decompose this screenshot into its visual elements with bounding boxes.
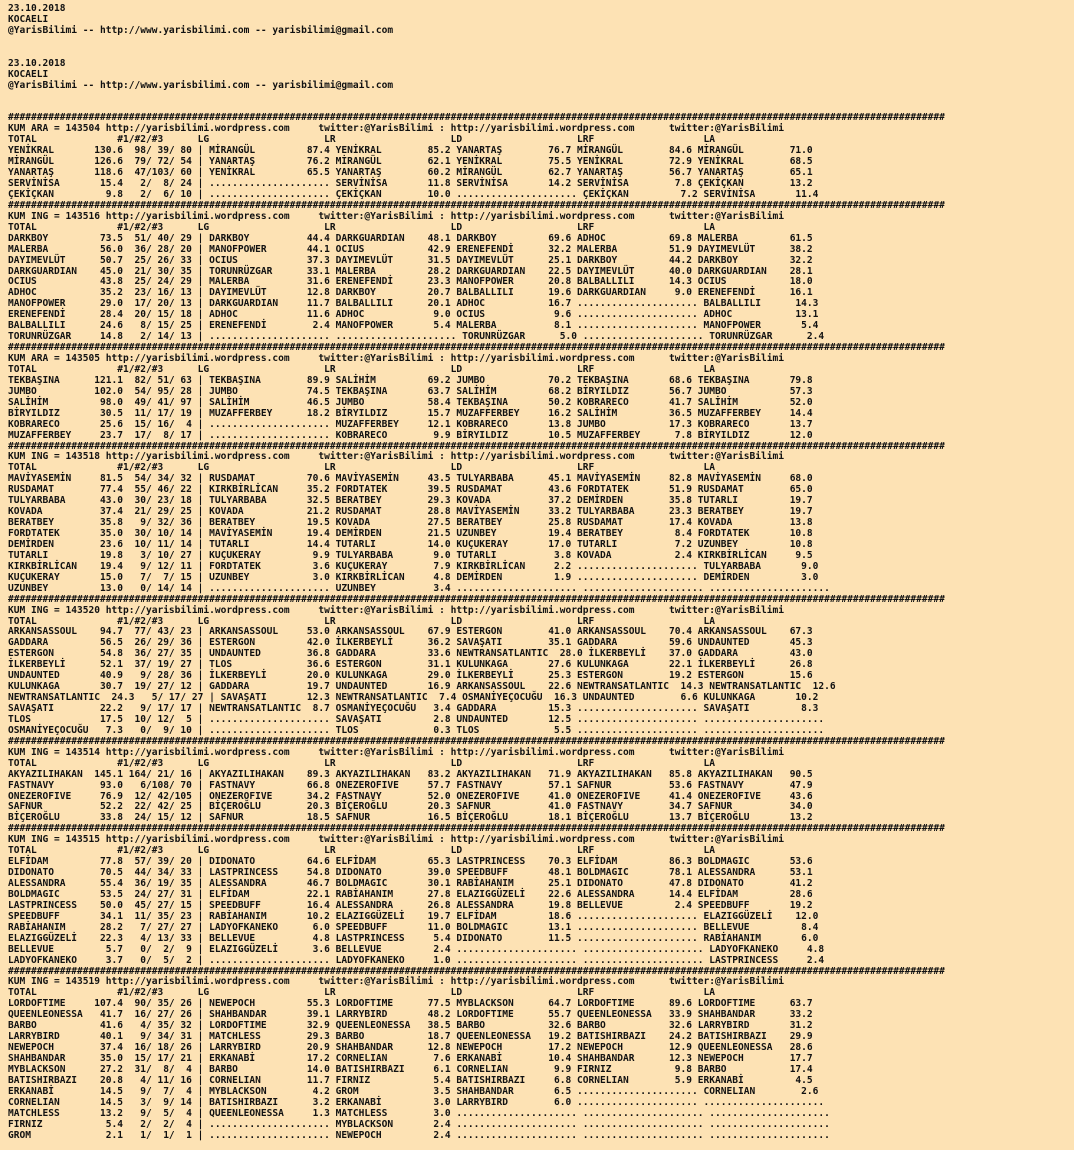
column-header: TOTAL #1/#2/#3 LG LR LD LRF LA <box>8 987 715 999</box>
header-city: KOCAELI <box>8 68 49 80</box>
race-row: RUSDAMAT 77.4 55/ 46/ 22 | KIRKBİRLİCAN 35.2 FORDTATEK 39.5 RUSDAMAT 43.6 FORDTATEK 51.9 RUSDAMAT 65.0 <box>8 484 813 496</box>
race-row: ERKANABİ 14.5 9/ 7/ 4 | MYBLACKSON 4.2 GROM 3.5 SHAHBANDAR 6.5 ..................... CORNELIAN 2.6 <box>8 1085 819 1097</box>
separator-line: ################################################################################################################################################################### <box>8 342 945 354</box>
race-row: SHAHBANDAR 35.0 15/ 17/ 21 | ERKANABİ 17.2 CORNELIAN 7.6 ERKANABİ 10.4 SHAHBANDAR 12.3 NEWEPOCH 17.7 <box>8 1053 813 1064</box>
race-row: UZUNBEY 13.0 0/ 14/ 14 | ..................... UZUNBEY 3.4 ..................... ..................... ..................... <box>8 582 830 594</box>
race-row: ARKANSASSOUL 94.7 77/ 43/ 23 | ARKANSASSOUL 53.0 ARKANSASSOUL 67.9 ESTERGON 41.0 ARKANSASSOUL 70.4 ARKANSASSOUL 67.3 <box>8 626 813 638</box>
race-row: BARBO 41.6 4/ 35/ 32 | LORDOFTIME 32.9 QUEENLEONESSA 38.5 BARBO 32.6 BARBO 32.6 LARRYBIRD 31.2 <box>8 1020 813 1032</box>
race-title: KUM ING = 143519 http://yarisbilimi.wordpress.com twitter:@YarisBilimi : http://yarisbilimi.wordpress.com twitter:@YarisBilimi <box>8 976 784 988</box>
race-row: ADHOC 35.2 23/ 16/ 13 | DAYIMEVLÜT 12.8 DARKBOY 20.7 BALBALLILI 19.6 DARKGUARDIAN 9.0 ERENEFENDİ 16.1 <box>8 287 813 299</box>
race-row: MANOFPOWER 29.0 17/ 20/ 13 | DARKGUARDIAN 11.7 BALBALLILI 20.1 ADHOC 16.7 ..................... BALBALLILI 14.3 <box>8 298 819 310</box>
race-row: BİÇEROĞLU 33.8 24/ 15/ 12 | SAFNUR 18.5 SAFNUR 16.5 BİÇEROĞLU 18.1 BİÇEROĞLU 13.7 BİÇEROĞLU 13.2 <box>8 812 813 824</box>
race-title: KUM ING = 143518 http://yarisbilimi.wordpress.com twitter:@YarisBilimi : http://yarisbilimi.wordpress.com twitter:@YarisBilimi <box>8 451 784 463</box>
race-row: SALİHİM 98.0 49/ 41/ 97 | SALİHİM 46.5 JUMBO 58.4 TEKBAŞINA 50.2 KOBRARECO 41.7 SALİHİM 52.0 <box>8 396 813 408</box>
race-row: TORUNRÜZGAR 14.8 2/ 14/ 13 | ..................... ..................... TORUNRÜZGAR 5.0 ..................... TORUNRÜZGAR 2.4 <box>8 331 825 343</box>
race-row: MAVİYASEMİN 81.5 54/ 34/ 32 | RUSDAMAT 70.6 MAVİYASEMİN 43.5 TULYARBABA 45.1 MAVİYASEMİN 82.8 MAVİYASEMİN 68.0 <box>8 473 813 485</box>
separator-line: ################################################################################################################################################################### <box>8 112 945 124</box>
race-row: KULUNKAGA 30.7 19/ 27/ 12 | GADDARA 19.7 UNDAUNTED 16.9 ARKANSASSOUL 22.6 NEWTRANSATLANTIC 14.3 NEWTRANSATLANTIC 12.6 <box>8 681 836 693</box>
race-row: MYBLACKSON 27.2 31/ 8/ 4 | BARBO 14.0 BATISHIRBAZI 6.1 CORNELIAN 9.9 FIRNIZ 9.8 BARBO 17.4 <box>8 1063 813 1075</box>
race-row: LORDOFTIME 107.4 90/ 35/ 26 | NEWEPOCH 55.3 LORDOFTIME 77.5 MYBLACKSON 64.7 LORDOFTIME 89.6 LORDOFTIME 63.7 <box>8 998 813 1010</box>
race-row: ÇEKİÇKAN 9.8 2/ 6/ 10 | ..................... ÇEKİÇKAN 10.0 ..................... ÇEKİÇKAN 7.2 SERVİNİSA 11.4 <box>8 188 819 200</box>
column-header: TOTAL #1/#2/#3 LG LR LD LRF LA <box>8 845 715 857</box>
race-row: KUÇUKERAY 15.0 7/ 7/ 15 | UZUNBEY 3.0 KIRKBİRLİCAN 4.8 DEMİRDEN 1.9 ..................... DEMİRDEN 3.0 <box>8 571 819 583</box>
race-row: MALERBA 56.0 36/ 28/ 20 | MANOFPOWER 44.1 OCIUS 42.9 ERENEFENDİ 32.2 MALERBA 51.9 DAYIMEVLÜT 38.2 <box>8 243 813 255</box>
column-header: TOTAL #1/#2/#3 LG LR LD LRF LA <box>8 134 715 146</box>
race-title: KUM ING = 143516 http://yarisbilimi.wordpress.com twitter:@YarisBilimi : http://yarisbilimi.wordpress.com twitter:@YarisBilimi <box>8 210 784 222</box>
race-row: SAVAŞATI 22.2 9/ 17/ 17 | NEWTRANSATLANTIC 8.7 OSMANİYEÇOCUĞU 3.4 GADDARA 15.3 ..................... SAVAŞATI 8.3 <box>8 703 819 714</box>
race-row: GROM 2.1 1/ 1/ 1 | ..................... NEWEPOCH 2.4 ..................... ..................... ..................... <box>8 1129 830 1141</box>
separator-line: ################################################################################################################################################################### <box>8 199 945 211</box>
race-row: ONEZEROFIVE 76.9 12/ 42/105 | ONEZEROFIVE 34.2 FASTNAVY 52.0 ONEZEROFIVE 41.0 ONEZEROFIVE 41.4 ONEZEROFIVE 43.6 <box>8 790 813 802</box>
race-title: KUM ING = 143520 http://yarisbilimi.wordpress.com twitter:@YarisBilimi : http://yarisbilimi.wordpress.com twitter:@YarisBilimi <box>8 604 784 616</box>
race-row: DIDONATO 70.5 44/ 34/ 33 | LASTPRINCESS 54.8 DIDONATO 39.0 SPEEDBUFF 48.1 BOLDMAGIC 78.1 ALESSANDRA 53.1 <box>8 867 813 879</box>
race-row: YANARTAŞ 118.6 47/103/ 60 | YENİKRAL 65.5 YANARTAŞ 60.2 MİRANGÜL 62.7 YANARTAŞ 56.7 YANARTAŞ 65.1 <box>8 167 813 179</box>
race-row: TUTARLI 19.8 3/ 10/ 27 | KUÇUKERAY 9.9 TULYARBABA 9.0 TUTARLI 3.8 KOVADA 2.4 KIRKBİRLİCAN 9.5 <box>8 549 813 561</box>
race-row: ELAZIGGÜZELİ 22.3 4/ 13/ 33 | BELLEVUE 4.8 LASTPRINCESS 5.4 DIDONATO 11.5 ..................... RABİAHANIM 6.0 <box>8 932 819 944</box>
race-row: UNDAUNTED 40.9 9/ 28/ 36 | İLKERBEYLİ 20.0 KULUNKAGA 29.0 İLKERBEYLİ 25.3 ESTERGON 19.2 ESTERGON 15.6 <box>8 670 813 682</box>
race-row: DAYIMEVLÜT 50.7 25/ 26/ 33 | OCIUS 37.3 DAYIMEVLÜT 31.5 DAYIMEVLÜT 25.1 DARKBOY 44.2 DARKBOY 32.2 <box>8 254 813 266</box>
race-row: CORNELIAN 14.5 3/ 9/ 14 | BATISHIRBAZI 3.2 ERKANABİ 3.0 LARRYBIRD 6.0 ..................... ..................... <box>8 1096 825 1108</box>
header-city: KOCAELI <box>8 13 49 25</box>
race-row: RABİAHANIM 28.2 7/ 27/ 27 | LADYOFKANEKO 6.0 SPEEDBUFF 11.0 BOLDMAGIC 13.1 ..................... BELLEVUE 8.4 <box>8 921 819 933</box>
race-row: BALBALLILI 24.6 8/ 15/ 25 | ERENEFENDİ 2.4 MANOFPOWER 5.4 MALERBA 8.1 ..................... MANOFPOWER 5.4 <box>8 320 819 332</box>
race-row: ALESSANDRA 55.4 36/ 19/ 35 | ALESSANDRA 46.7 BOLDMAGIC 30.1 RABİAHANIM 25.1 DIDONATO 47.8 DIDONATO 41.2 <box>8 878 813 889</box>
race-row: YENİKRAL 130.6 98/ 39/ 80 | MİRANGÜL 87.4 YENİKRAL 85.2 YANARTAŞ 76.7 MİRANGÜL 84.6 MİRANGÜL 71.0 <box>8 145 813 157</box>
race-row: FIRNIZ 5.4 2/ 2/ 4 | ..................... MYBLACKSON 2.4 ..................... ..................... ..................... <box>8 1118 830 1130</box>
race-report-document <box>8 4 945 1142</box>
race-row: SAFNUR 52.2 22/ 42/ 25 | BİÇEROĞLU 20.3 BİÇEROĞLU 20.3 SAFNUR 41.0 FASTNAVY 34.7 SAFNUR 34.0 <box>8 801 813 813</box>
race-title: KUM ARA = 143504 http://yarisbilimi.wordpress.com twitter:@YarisBilimi : http://yarisbilimi.wordpress.com twitter:@YarisBilimi <box>8 123 784 135</box>
race-row: BERATBEY 35.8 9/ 32/ 36 | BERATBEY 19.5 KOVADA 27.5 BERATBEY 25.8 RUSDAMAT 17.4 KOVADA 13.8 <box>8 517 813 529</box>
column-header: TOTAL #1/#2/#3 LG LR LD LRF LA <box>8 615 715 627</box>
race-row: SERVİNİSA 15.4 2/ 8/ 24 | ..................... SERVİNİSA 11.8 SERVİNİSA 14.2 SERVİNİSA 7.8 ÇEKİÇKAN 13.2 <box>8 178 813 189</box>
race-title: KUM ARA = 143505 http://yarisbilimi.wordpress.com twitter:@YarisBilimi : http://yarisbilimi.wordpress.com twitter:@YarisBilimi <box>8 353 784 364</box>
blank-line <box>8 37 945 48</box>
race-row: OSMANİYEÇOCUĞU 7.3 0/ 9/ 10 | ..................... TLOS 0.3 TLOS 5.5 ..................... ..................... <box>8 724 825 736</box>
separator-line: ################################################################################################################################################################### <box>8 593 945 605</box>
separator-line: ################################################################################################################################################################### <box>8 965 945 977</box>
race-row: ERENEFENDİ 28.4 20/ 15/ 18 | ADHOC 11.6 ADHOC 9.0 OCIUS 9.6 ..................... ADHOC 13.1 <box>8 309 819 321</box>
header-contact: @YarisBilimi -- http://www.yarisbilimi.com -- yarisbilimi@gmail.com <box>8 24 394 36</box>
race-row: KOVADA 37.4 21/ 29/ 25 | KOVADA 21.2 RUSDAMAT 28.8 MAVİYASEMİN 33.2 TULYARBABA 23.3 BERATBEY 19.7 <box>8 506 813 518</box>
race-row: NEWEPOCH 37.4 16/ 18/ 26 | LARRYBIRD 20.9 SHAHBANDAR 12.8 NEWEPOCH 17.2 NEWEPOCH 12.9 QUEENLEONESSA 28.6 <box>8 1042 813 1054</box>
blank-line <box>8 48 945 59</box>
race-row: TLOS 17.5 10/ 12/ 5 | ..................... SAVAŞATI 2.8 UNDAUNTED 12.5 ..................... ..................... <box>8 713 825 725</box>
race-row: QUEENLEONESSA 41.7 16/ 27/ 26 | SHAHBANDAR 39.1 LARRYBIRD 48.2 LORDOFTIME 55.7 QUEENLEONESSA 33.9 SHAHBANDAR 33.2 <box>8 1009 813 1021</box>
race-title: KUM ING = 143515 http://yarisbilimi.wordpress.com twitter:@YarisBilimi : http://yarisbilimi.wordpress.com twitter:@YarisBilimi <box>8 834 784 846</box>
race-row: FORDTATEK 35.0 30/ 10/ 14 | MAVİYASEMİN 19.4 DEMİRDEN 21.5 UZUNBEY 19.4 BERATBEY 8.4 FORDTATEK 10.8 <box>8 528 813 539</box>
race-row: GADDARA 56.5 26/ 29/ 36 | ESTERGON 42.0 İLKERBEYLİ 36.2 SAVAŞATI 35.1 GADDARA 59.6 UNDAUNTED 45.3 <box>8 637 813 649</box>
column-header: TOTAL #1/#2/#3 LG LR LD LRF LA <box>8 757 715 769</box>
race-row: JUMBO 102.0 54/ 95/ 28 | JUMBO 74.5 TEKBAŞINA 63.7 SALİHİM 68.2 BİRYILDIZ 56.7 JUMBO 57.3 <box>8 385 813 397</box>
race-row: BOLDMAGIC 53.5 24/ 27/ 31 | ELFİDAM 22.1 RABİAHANIM 27.8 ELAZIGGÜZELİ 22.6 ALESSANDRA 14.4 ELFİDAM 28.6 <box>8 888 813 900</box>
separator-line: ################################################################################################################################################################### <box>8 440 945 452</box>
blank-line <box>8 92 945 103</box>
race-row: LARRYBIRD 40.1 9/ 34/ 31 | MATCHLESS 29.3 BARBO 18.7 QUEENLEONESSA 19.2 BATISHIRBAZI 24.2 BATISHIRBAZI 29.9 <box>8 1031 813 1043</box>
column-header: TOTAL #1/#2/#3 LG LR LD LRF LA <box>8 221 715 233</box>
race-row: FASTNAVY 93.0 6/108/ 70 | FASTNAVY 66.8 ONEZEROFIVE 57.7 FASTNAVY 57.1 SAFNUR 53.6 FASTNAVY 47.9 <box>8 779 813 791</box>
race-row: SPEEDBUFF 34.1 11/ 35/ 23 | RABİAHANIM 10.2 ELAZIGGÜZELİ 19.7 ELFİDAM 18.6 ..................... ELAZIGGÜZELİ 12.0 <box>8 910 819 922</box>
race-row: LADYOFKANEKO 3.7 0/ 5/ 2 | ..................... LADYOFKANEKO 1.0 ..................... ..................... LASTPRINCESS 2.4 <box>8 954 825 966</box>
race-row: BELLEVUE 5.7 0/ 2/ 9 | ELAZIGGÜZELİ 3.6 BELLEVUE 2.4 ..................... ..................... LADYOFKANEKO 4.8 <box>8 943 825 955</box>
race-row: TULYARBABA 43.0 30/ 23/ 18 | TULYARBABA 32.5 BERATBEY 29.3 KOVADA 37.2 DEMİRDEN 35.8 TUTARLI 19.7 <box>8 495 813 507</box>
race-row: ELFİDAM 77.8 57/ 39/ 20 | DIDONATO 64.6 ELFİDAM 65.3 LASTPRINCESS 70.3 ELFİDAM 86.3 BOLDMAGIC 53.6 <box>8 856 813 868</box>
separator-line: ################################################################################################################################################################### <box>8 823 945 835</box>
column-header: TOTAL #1/#2/#3 LG LR LD LRF LA <box>8 363 715 375</box>
race-row: BİRYILDIZ 30.5 11/ 17/ 19 | MUZAFFERBEY 18.2 BİRYILDIZ 15.7 MUZAFFERBEY 16.2 SALİHİM 36.5 MUZAFFERBEY 14.4 <box>8 407 813 419</box>
race-row: DARKBOY 73.5 51/ 40/ 29 | DARKBOY 44.4 DARKGUARDIAN 48.1 DARKBOY 69.6 ADHOC 69.8 MALERBA 61.5 <box>8 232 813 244</box>
race-row: BATISHIRBAZI 20.8 4/ 11/ 16 | CORNELIAN 11.7 FIRNIZ 5.4 BATISHIRBAZI 6.8 CORNELIAN 5.9 ERKANABİ 4.5 <box>8 1074 813 1086</box>
header-date: 23.10.2018 <box>8 3 66 14</box>
race-row: NEWTRANSATLANTIC 24.3 5/ 17/ 27 | SAVAŞATI 12.3 NEWTRANSATLANTIC 7.4 OSMANİYEÇOCUĞU 16.3 UNDAUNTED 6.6 KULUNKAGA 10.2 <box>8 692 819 704</box>
race-row: TEKBAŞINA 121.1 82/ 51/ 63 | TEKBAŞINA 89.9 SALİHİM 69.2 JUMBO 70.2 TEKBAŞINA 68.6 TEKBAŞINA 79.8 <box>8 374 813 386</box>
race-row: KIRKBİRLİCAN 19.4 9/ 12/ 11 | FORDTATEK 3.6 KUÇUKERAY 7.9 KIRKBİRLİCAN 2.2 ..................... TULYARBABA 9.0 <box>8 560 819 572</box>
race-row: DEMİRDEN 23.6 10/ 11/ 14 | TUTARLI 14.4 TUTARLI 14.0 KUÇUKERAY 17.0 TUTARLI 7.2 UZUNBEY 10.8 <box>8 538 813 550</box>
race-row: MUZAFFERBEY 23.7 17/ 8/ 17 | ..................... KOBRARECO 9.9 BİRYILDIZ 10.5 MUZAFFERBEY 7.8 BİRYILDIZ 12.0 <box>8 429 813 441</box>
header-date: 23.10.2018 <box>8 57 66 69</box>
race-row: OCIUS 43.8 25/ 24/ 29 | MALERBA 31.6 ERENEFENDİ 23.3 MANOFPOWER 20.8 BALBALLILI 14.3 OCIUS 18.0 <box>8 276 813 288</box>
race-row: AKYAZILIHAKAN 145.1 164/ 21/ 16 | AKYAZILIHAKAN 89.3 AKYAZILIHAKAN 83.2 AKYAZILIHAKAN 71.9 AKYAZILIHAKAN 85.8 AKYAZILIHAKAN 90.5 <box>8 768 813 780</box>
race-title: KUM ING = 143514 http://yarisbilimi.wordpress.com twitter:@YarisBilimi : http://yarisbilimi.wordpress.com twitter:@YarisBilimi <box>8 746 784 758</box>
race-row: DARKGUARDIAN 45.0 21/ 30/ 35 | TORUNRÜZGAR 33.1 MALERBA 28.2 DARKGUARDIAN 22.5 DAYIMEVLÜT 40.0 DARKGUARDIAN 28.1 <box>8 265 813 277</box>
race-row: ESTERGON 54.8 36/ 27/ 35 | UNDAUNTED 36.8 GADDARA 33.6 NEWTRANSATLANTIC 28.0 İLKERBEYLİ 37.0 GADDARA 43.0 <box>8 648 813 660</box>
separator-line: ################################################################################################################################################################### <box>8 735 945 747</box>
race-row: MATCHLESS 13.2 9/ 5/ 4 | QUEENLEONESSA 1.3 MATCHLESS 3.0 ..................... ..................... ..................... <box>8 1107 830 1119</box>
column-header: TOTAL #1/#2/#3 LG LR LD LRF LA <box>8 462 715 474</box>
race-row: İLKERBEYLİ 52.1 37/ 19/ 27 | TLOS 36.6 ESTERGON 31.1 KULUNKAGA 27.6 KULUNKAGA 22.1 İLKERBEYLİ 26.8 <box>8 659 813 671</box>
header-contact: @YarisBilimi -- http://www.yarisbilimi.com -- yarisbilimi@gmail.com <box>8 79 394 91</box>
race-row: KOBRARECO 25.6 15/ 16/ 4 | ..................... MUZAFFERBEY 12.1 KOBRARECO 13.8 JUMBO 17.3 KOBRARECO 13.7 <box>8 418 813 430</box>
race-row: MİRANGÜL 126.6 79/ 72/ 54 | YANARTAŞ 76.2 MİRANGÜL 62.1 YENİKRAL 75.5 YENİKRAL 72.9 YENİKRAL 68.5 <box>8 156 813 168</box>
race-row: LASTPRINCESS 50.0 45/ 27/ 15 | SPEEDBUFF 16.4 ALESSANDRA 26.8 ALESSANDRA 19.8 BELLEVUE 2.4 SPEEDBUFF 19.2 <box>8 899 813 911</box>
